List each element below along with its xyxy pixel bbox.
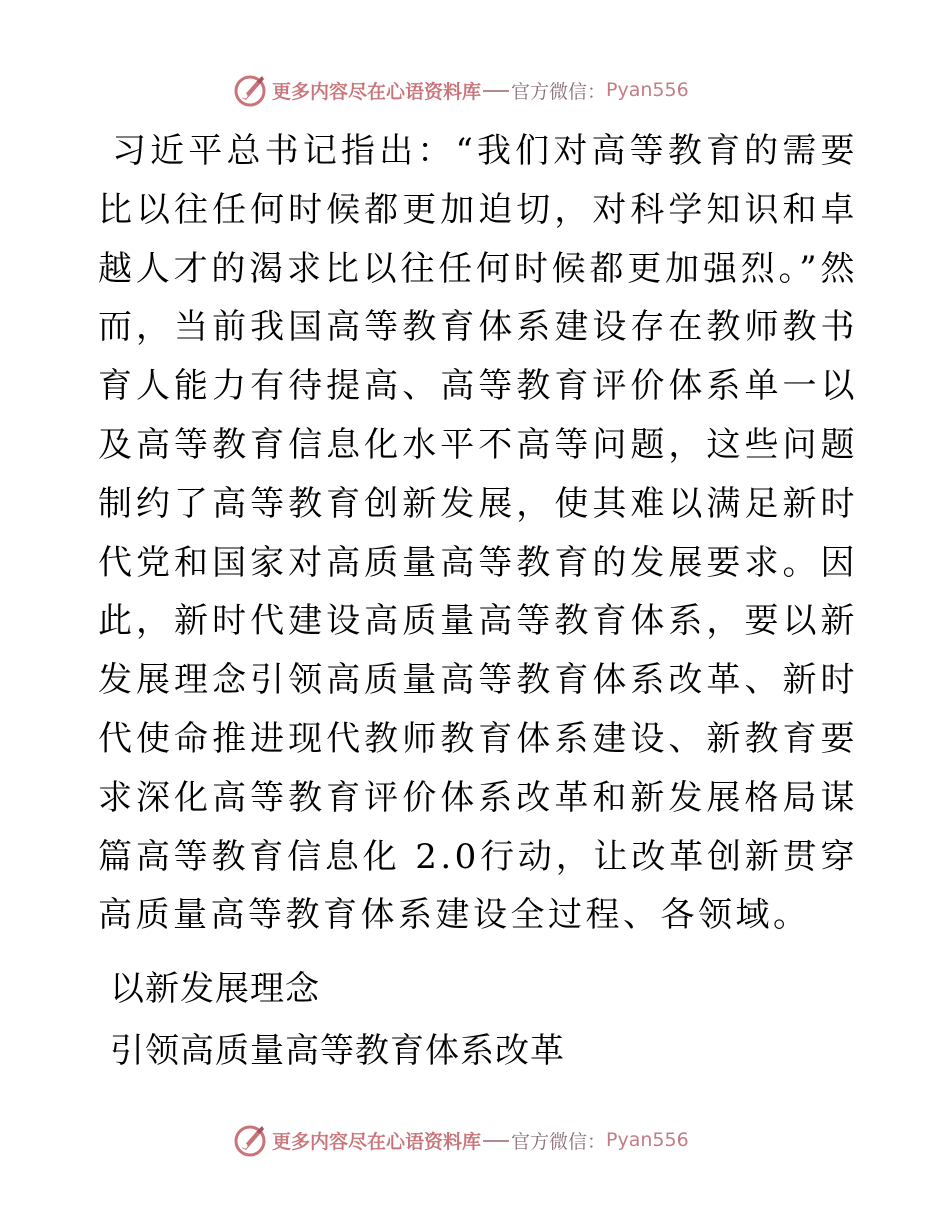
quill-seal-logo-icon bbox=[232, 1122, 268, 1158]
watermark-contact-label: 官方微信： bbox=[511, 80, 607, 103]
section-heading-line-1: 以新发展理念 bbox=[110, 969, 320, 1010]
document-body bbox=[98, 122, 858, 1072]
watermark-title: 更多内容尽在心语资料库 bbox=[272, 1130, 482, 1153]
footer-watermark bbox=[232, 1122, 689, 1158]
header-watermark bbox=[232, 72, 689, 108]
section-heading-line-2: 引领高质量高等教育体系改革 bbox=[110, 1031, 565, 1072]
quill-seal-logo-icon bbox=[232, 72, 268, 108]
watermark-title: 更多内容尽在心语资料库 bbox=[272, 80, 482, 103]
watermark-contact-id: Pyan556 bbox=[606, 79, 689, 101]
watermark-contact-id: Pyan556 bbox=[606, 1129, 689, 1151]
watermark-separator bbox=[483, 90, 509, 92]
watermark-contact-label: 官方微信： bbox=[511, 1130, 607, 1153]
body-paragraph: 习近平总书记指出：“我们对高等教育的需要比以往任何时候都更加迫切，对科学知识和卓越人才的渴求比以往任何时候都更加强烈。”然而，当前我国高等教育体系建设存在教师教书育人能力有待提高、高等教育评价体系单一以及高等教育信息化水平不高等问题，这些问题制约了高等教育创新发展，使其难以满足新时代党和国家对高质量高等教育的发展要求。因此，新时代建设高质量高等教育体系，要以新发展理念引领高质量高等教育体系改革、新时代使命推进现代教师教育体系建设、新教育要求深化高等教育评价体系改革和新发展格局谋篇高等教育信息化 2.0行动，让改革创新贯穿高质量高等教育体系建设全过程、各领域。 bbox=[98, 131, 858, 936]
watermark-separator bbox=[483, 1140, 509, 1142]
